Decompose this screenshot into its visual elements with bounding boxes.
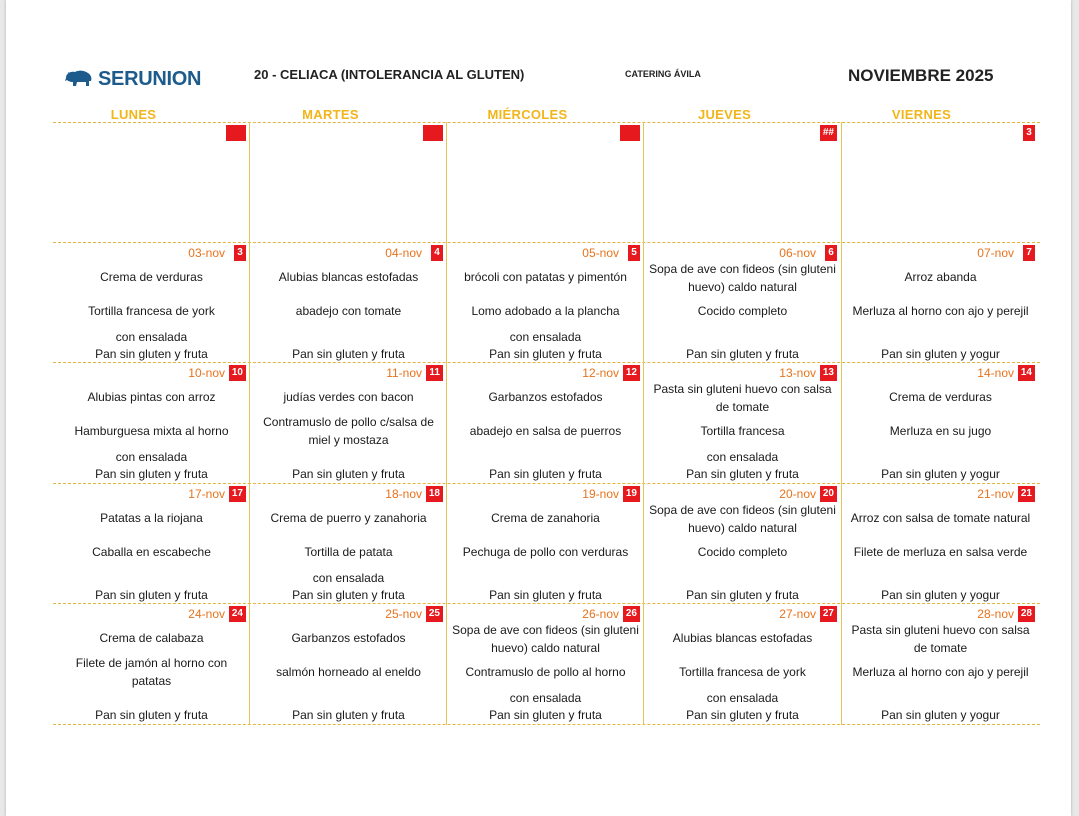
- first-course: judías verdes con bacon: [283, 390, 414, 404]
- dessert: Pan sin gluten y fruta: [292, 588, 405, 602]
- date-label: 26-nov: [582, 607, 619, 621]
- second-course: Tortilla de patata: [304, 545, 393, 559]
- day-cell-thursday: [644, 483, 841, 603]
- day-number-badge: 28: [1018, 606, 1035, 622]
- day-number-badge: 12: [623, 365, 640, 381]
- day-header-wednesday: MIÉRCOLES: [487, 107, 568, 122]
- second-course: Cocido completo: [697, 304, 788, 318]
- day-cell-friday: [842, 362, 1039, 483]
- first-course: Crema de zanahoria: [491, 511, 600, 525]
- date-label: 11-nov: [386, 366, 422, 380]
- day-number-badge: 18: [426, 486, 443, 502]
- dessert: Pan sin gluten y fruta: [686, 347, 799, 361]
- side-dish: con ensalada: [115, 330, 188, 344]
- second-course: Tortilla francesa de york: [88, 304, 215, 318]
- day-cell-monday: [53, 603, 250, 724]
- side-dish: con ensalada: [115, 450, 188, 464]
- first-course: Patatas a la riojana: [100, 511, 203, 525]
- first-course: Sopa de ave con fideos (sin gluteni huevo) caldo natural: [649, 262, 836, 294]
- day-cell-wednesday: [447, 362, 644, 483]
- date-label: 24-nov: [188, 607, 225, 621]
- day-cell-monday: [53, 483, 250, 603]
- dessert: Pan sin gluten y yogur: [881, 708, 1000, 722]
- day-cell-tuesday: [250, 242, 447, 362]
- date-label: 14-nov: [977, 366, 1014, 380]
- date-label: 17-nov: [188, 487, 225, 501]
- day-cell-wednesday: [447, 242, 644, 362]
- second-course: Tortilla francesa: [700, 424, 785, 438]
- day-number-badge: 11: [426, 365, 443, 381]
- day-cell-wednesday: [447, 603, 644, 724]
- day-cell-thursday: [644, 603, 841, 724]
- side-dish: con ensalada: [706, 691, 779, 705]
- date-label: 27-nov: [779, 607, 816, 621]
- dessert: Pan sin gluten y fruta: [292, 708, 405, 722]
- day-header-monday: LUNES: [110, 107, 157, 122]
- dessert: Pan sin gluten y fruta: [95, 347, 208, 361]
- day-number-badge: 26: [623, 606, 640, 622]
- day-number-badge: 14: [1018, 365, 1035, 381]
- day-cell-thursday: [644, 242, 841, 362]
- day-cell-tuesday: [250, 603, 447, 724]
- day-cell-monday: [53, 242, 250, 362]
- side-dish: con ensalada: [312, 571, 385, 585]
- day-number-badge: 6: [825, 245, 837, 261]
- second-course: Caballa en escabeche: [92, 545, 211, 559]
- first-course: Garbanzos estofados: [291, 631, 406, 645]
- first-course: Alubias pintas con arroz: [87, 390, 216, 404]
- first-course: Arroz abanda: [904, 270, 977, 284]
- dessert: Pan sin gluten y fruta: [489, 467, 602, 481]
- dessert: Pan sin gluten y fruta: [686, 467, 799, 481]
- dessert: Pan sin gluten y yogur: [881, 467, 1000, 481]
- date-label: 10-nov: [188, 366, 225, 380]
- second-course: Merluza en su jugo: [889, 424, 992, 438]
- day-cell-friday: [842, 483, 1039, 603]
- first-course: Pasta sin gluteni huevo con salsa de tomate: [653, 382, 832, 414]
- grid-line: [53, 724, 1040, 725]
- dessert: Pan sin gluten y fruta: [292, 467, 405, 481]
- first-course: Crema de verduras: [100, 270, 203, 284]
- serunion-logo: [64, 66, 201, 92]
- second-course: Pechuga de pollo con verduras: [462, 545, 629, 559]
- first-course: Sopa de ave con fideos (sin gluteni huevo) caldo natural: [452, 623, 639, 655]
- day-number-badge: ##: [820, 125, 837, 141]
- second-course: Filete de jamón al horno con patatas: [75, 656, 228, 688]
- day-number-badge: 13: [820, 365, 837, 381]
- first-course: Crema de puerro y zanahoria: [270, 511, 427, 525]
- first-course: Pasta sin gluteni huevo con salsa de tomate: [851, 623, 1030, 655]
- day-cell-friday: [842, 603, 1039, 724]
- second-course: Merluza al horno con ajo y perejil: [852, 304, 1029, 318]
- day-number-badge: 27: [820, 606, 837, 622]
- dessert: Pan sin gluten y yogur: [881, 347, 1000, 361]
- day-number-badge: 19: [623, 486, 640, 502]
- second-course: salmón horneado al eneldo: [276, 665, 421, 679]
- day-header-thursday: JUEVES: [697, 107, 752, 122]
- side-dish: con ensalada: [509, 691, 582, 705]
- first-course: Arroz con salsa de tomate natural: [850, 511, 1031, 525]
- dessert: Pan sin gluten y fruta: [95, 708, 208, 722]
- first-course: brócoli con patatas y pimentón: [464, 270, 627, 284]
- day-cell-tuesday: [250, 362, 447, 483]
- dessert: Pan sin gluten y fruta: [489, 347, 602, 361]
- date-label: 20-nov: [779, 487, 816, 501]
- dessert: Pan sin gluten y fruta: [686, 588, 799, 602]
- date-label: 21-nov: [977, 487, 1014, 501]
- day-number-badge: 24: [229, 606, 246, 622]
- second-course: Cocido completo: [697, 545, 788, 559]
- date-label: 13-nov: [779, 366, 816, 380]
- day-cell-monday: [53, 122, 250, 242]
- second-course: Tortilla francesa de york: [679, 665, 806, 679]
- dessert: Pan sin gluten y fruta: [686, 708, 799, 722]
- day-cell-monday: [53, 362, 250, 483]
- day-number-badge: 3: [234, 245, 246, 261]
- day-number-badge: 5: [628, 245, 640, 261]
- date-label: 18-nov: [385, 487, 422, 501]
- day-number-badge: 3: [1023, 125, 1035, 141]
- calendar-grid: [53, 122, 1040, 725]
- dessert: Pan sin gluten y fruta: [489, 588, 602, 602]
- day-cell-friday: [842, 242, 1039, 362]
- date-label: 06-nov: [779, 246, 816, 260]
- dessert: Pan sin gluten y fruta: [292, 347, 405, 361]
- second-course: Contramuslo de pollo c/salsa de miel y mostaza: [263, 415, 434, 447]
- day-cell-thursday: [644, 362, 841, 483]
- second-course: Contramuslo de pollo al horno: [465, 665, 626, 679]
- second-course: Lomo adobado a la plancha: [471, 304, 620, 318]
- menu-title: 20 - CELIACA (INTOLERANCIA AL GLUTEN): [254, 67, 525, 82]
- day-number-badge: [226, 125, 246, 141]
- first-course: Crema de calabaza: [99, 631, 204, 645]
- date-label: 05-nov: [582, 246, 619, 260]
- catering-label: CATERING ÁVILA: [625, 69, 701, 79]
- dessert: Pan sin gluten y yogur: [881, 588, 1000, 602]
- second-course: Hamburguesa mixta al horno: [74, 424, 229, 438]
- second-course: abadejo con tomate: [295, 304, 402, 318]
- menu-document: [6, 0, 1071, 816]
- day-number-badge: 4: [431, 245, 443, 261]
- date-label: 19-nov: [582, 487, 619, 501]
- day-header-tuesday: MARTES: [302, 107, 359, 122]
- first-course: Sopa de ave con fideos (sin gluteni huevo) caldo natural: [649, 503, 836, 535]
- second-course: Filete de merluza en salsa verde: [853, 545, 1028, 559]
- date-label: 03-nov: [188, 246, 225, 260]
- day-cell-tuesday: [250, 122, 447, 242]
- date-label: 04-nov: [385, 246, 422, 260]
- dessert: Pan sin gluten y fruta: [95, 588, 208, 602]
- first-course: Alubias blancas estofadas: [672, 631, 813, 645]
- date-label: 12-nov: [582, 366, 619, 380]
- day-number-badge: [423, 125, 443, 141]
- second-course: abadejo en salsa de puerros: [469, 424, 622, 438]
- dessert: Pan sin gluten y fruta: [95, 467, 208, 481]
- dessert: Pan sin gluten y fruta: [489, 708, 602, 722]
- first-course: Alubias blancas estofadas: [278, 270, 419, 284]
- bison-icon: [64, 69, 94, 89]
- day-cell-wednesday: [447, 122, 644, 242]
- day-number-badge: 17: [229, 486, 246, 502]
- day-number-badge: [620, 125, 640, 141]
- day-cell-thursday: [644, 122, 841, 242]
- first-course: Garbanzos estofados: [488, 390, 603, 404]
- date-label: 25-nov: [385, 607, 422, 621]
- side-dish: con ensalada: [706, 450, 779, 464]
- logo-wordmark: SERUNION: [98, 67, 202, 90]
- month-title: NOVIEMBRE 2025: [848, 66, 994, 85]
- second-course: Merluza al horno con ajo y perejil: [852, 665, 1029, 679]
- side-dish: con ensalada: [509, 330, 582, 344]
- day-number-badge: 10: [229, 365, 246, 381]
- first-course: Crema de verduras: [889, 390, 992, 404]
- date-label: 07-nov: [977, 246, 1014, 260]
- day-header-friday: VIERNES: [891, 107, 952, 122]
- day-number-badge: 25: [426, 606, 443, 622]
- day-number-badge: 20: [820, 486, 837, 502]
- day-cell-tuesday: [250, 483, 447, 603]
- day-number-badge: 21: [1018, 486, 1035, 502]
- date-label: 28-nov: [977, 607, 1014, 621]
- day-number-badge: 7: [1023, 245, 1035, 261]
- day-cell-wednesday: [447, 483, 644, 603]
- day-cell-friday: [842, 122, 1039, 242]
